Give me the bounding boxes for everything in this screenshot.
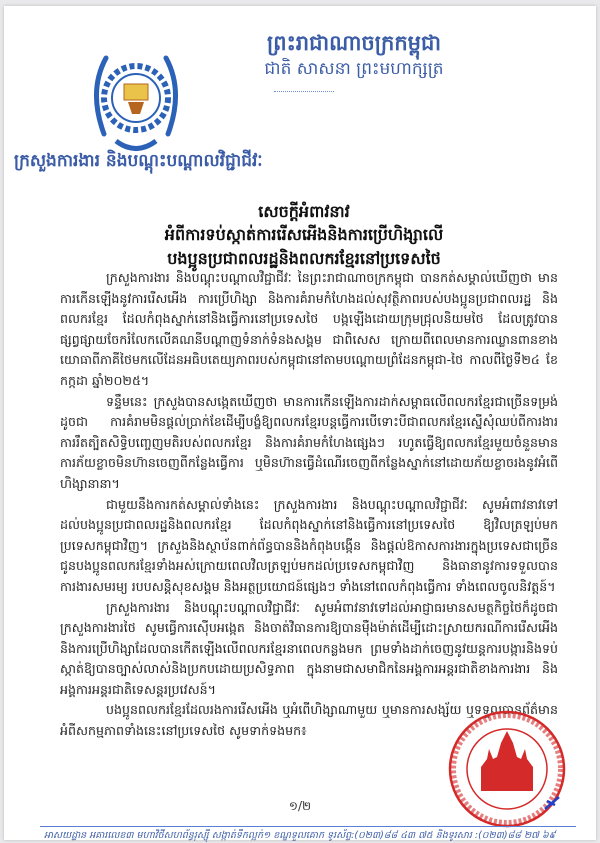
footer-address: អាសយដ្ឋាន អគារលេខ៣ មហាវិថីសហព័ន្ធរុស្ស៊ី សង្កាត់ទឹកល្អក់១ ខណ្ឌទួលគោក ទូរស័ព្ទ:(០២៣)៨៨ ៤៣ ៧៥ និងទូរសារ :(០២៣)៨៨ ២៧ ៦៩ [44, 830, 556, 841]
ministry-name: ក្រសួងការងារ និងបណ្តុះបណ្តាលវិជ្ជាជីវៈ [14, 151, 263, 171]
announcement-subtitle-1: អំពីការទប់ស្កាត់ការរើសអើងនិងការប្រើហិង្សាលើ [164, 225, 444, 244]
paragraph: ទន្ទឹមនេះ ក្រសួងបានសង្កេតឃើញថា មានការកើនឡើងការដាក់សម្ពាធលើពលករខ្មែរជាច្រើនទម្រង់ ដូចជា ការគំរាមមិនផ្តល់ប្រាក់ខែដើម្បីបង្ខំឱ្យពលករខ្មែរបន្តធ្វើការបើទោះបីជាពលករខ្មែរស្នើសុំឈប់ពីការងារ ការរឹតត្បិតសិទ្ធិបញ្ចេញមតិរបស់ពលករខ្មែរ និងការគំរាមកំហែងផ្សេងៗ រហូតធ្វើឱ្យពលករខ្មែរមួយចំនួនមានការភ័យខ្លាចមិនហ៊ានចេញពីកន្លែងធ្វើការ ឬមិនហ៊ានធ្វើដំណើរចេញពីកន្លែងស្នាក់នៅដោយភ័យខ្លាចរងនូវអំពើហិង្សានានា។ [60, 393, 558, 491]
announcement-subtitle-2: បងប្អូនប្រជាពលរដ្ឋនិងពលករខ្មែរនៅប្រទេសថៃ [167, 249, 441, 268]
footer-rule [40, 826, 576, 827]
paragraph: ក្រសួងការងារ និងបណ្តុះបណ្តាលវិជ្ជាជីវៈ សូមអំពាវនាវទៅដល់អាជ្ញាធរមានសមត្ថកិច្ចថៃក៏ដូចជាក្រសួងការងារថៃ សូមធ្វើការស៊ើបអង្កេត និងចាត់វិធានការឱ្យបានម៉ឺងម៉ាត់ដើម្បីដោះស្រាយករណីការរើសអើង និងការប្រើហិង្សាដែលបានកើតឡើងលើពលករខ្មែរនាពេលកន្លងមក ព្រមទាំងដាក់ចេញនូវយន្តការបង្ការនិងទប់ស្កាត់ឱ្យបានច្បាស់លាស់និងប្រកបដោយប្រសិទ្ធភាព ក្នុងនាមជាសមាជិកនៃអង្គការអន្តរជាតិខាងការងារ និងអង្គការអន្តរជាតិទេសន្តរប្រវេសន៍។ [60, 599, 558, 697]
announcement-body [60, 268, 558, 742]
announcement-title: សេចក្តីអំពាវនាវ [258, 202, 350, 221]
ministry-logo-icon [86, 46, 186, 166]
paragraph: បងប្អូនពលករខ្មែរដែលរងការរើសអើង ឬអំពើហិង្សាណាមួយ ឬមានការសង្ស័យ ឬទទួលបានព័ត៌មានអំពីសកម្មភាពទាំងនេះនៅប្រទេសថៃ សូមទាក់ទងមក៖ [60, 702, 558, 739]
paragraph: ជាមួយនឹងការកត់សម្គាល់ទាំងនេះ ក្រសួងការងារ និងបណ្តុះបណ្តាលវិជ្ជាជីវៈ សូមអំពាវនាវទៅដល់បងប្អូនប្រជាពលរដ្ឋនិងពលករខ្មែរ ដែលកំពុងស្នាក់នៅនិងធ្វើការនៅប្រទេសថៃ ឱ្យវិលត្រឡប់មកប្រទេសកម្ពុជាវិញ។ ក្រសួងនិងស្ថាប័នពាក់ព័ន្ធបាននិងកំពុងបង្កើន និងផ្តល់ឱកាសការងារក្នុងប្រទេសជាច្រើន ជូនបងប្អូនពលករខ្មែរទាំងអស់ក្រោយពេលវិលត្រឡប់មកដល់ប្រទេសកម្ពុជាវិញ និងធានានូវការទទួលបានការងារសមរម្យ របបសន្តិសុខសង្គម និងអត្ថប្រយោជន៍ផ្សេងៗ ទាំងនៅពេលកំពុងធ្វើការ ទាំងពេលចូលនិវត្តន៍។ [60, 496, 558, 594]
kingdom-heading: ព្រះរាជាណាចក្រកម្ពុជា [266, 31, 441, 55]
page-number: ១/២ [288, 799, 312, 813]
national-motto: ជាតិ សាសនា ព្រះមហាក្សត្រ [264, 59, 444, 79]
ornament-divider [274, 91, 334, 92]
paragraph: ក្រសួងការងារ និងបណ្តុះបណ្តាលវិជ្ជាជីវៈ នៃព្រះរាជាណាចក្រកម្ពុជា បានកត់សម្គាល់ឃើញថា មានការកើនឡើងនូវការរើសអើង ការប្រើហិង្សា និងការគំរាមកំហែងដល់សុវត្ថិភាពរបស់បងប្អូនប្រជាពលរដ្ឋ និងពលករខ្មែរ ដែលកំពុងស្នាក់នៅនិងធ្វើការនៅប្រទេសថៃ បង្កឡើងដោយក្រុមជ្រុលនិយមថៃ ដែលត្រូវបានផ្សព្វផ្សាយចែករំលែកលើគណនីបណ្តាញទំនាក់ទំនងសង្គម ជាពិសេស ក្រោយពីពេលមានការឈ្លានពានខាងយោធាពីភាគីថៃមកលើដែនអធិបតេយ្យភាពរបស់កម្ពុជានៅតាមបណ្តោយព្រំដែនកម្ពុជា-ថៃ កាលពីថ្ងៃទី២៤ ខែកក្កដា ឆ្នាំ២០២៥។ [60, 270, 558, 388]
document-page [4, 6, 596, 840]
